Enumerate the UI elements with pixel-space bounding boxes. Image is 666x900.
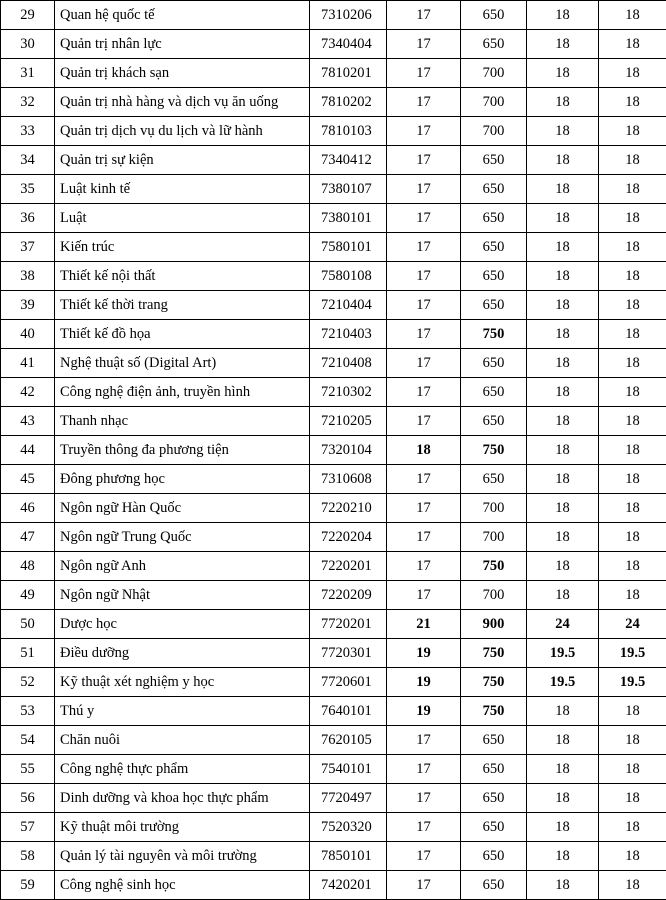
min-score-cell: 19 xyxy=(387,668,461,697)
row-number-cell: 50 xyxy=(1,610,55,639)
table-row xyxy=(1,465,666,494)
min-score-4-cell: 18 xyxy=(599,784,666,813)
min-score-4-cell: 18 xyxy=(599,117,666,146)
min-score-3-cell: 18 xyxy=(527,117,599,146)
min-score-4-cell: 18 xyxy=(599,88,666,117)
table-row xyxy=(1,320,666,349)
min-score-2-cell: 650 xyxy=(461,233,527,262)
major-code-cell: 7520320 xyxy=(310,813,387,842)
major-code-cell: 7620105 xyxy=(310,726,387,755)
min-score-2-cell: 650 xyxy=(461,291,527,320)
min-score-4-cell: 18 xyxy=(599,755,666,784)
min-score-cell: 17 xyxy=(387,88,461,117)
row-number-cell: 31 xyxy=(1,59,55,88)
min-score-2-cell: 700 xyxy=(461,88,527,117)
table-row xyxy=(1,117,666,146)
row-number-cell: 30 xyxy=(1,30,55,59)
min-score-4-cell: 18 xyxy=(599,175,666,204)
major-name-cell: Kỹ thuật xét nghiệm y học xyxy=(55,668,310,697)
min-score-cell: 19 xyxy=(387,697,461,726)
min-score-3-cell: 18 xyxy=(527,436,599,465)
major-name-cell: Quản trị khách sạn xyxy=(55,59,310,88)
min-score-cell: 17 xyxy=(387,813,461,842)
major-name-cell: Công nghệ sinh học xyxy=(55,871,310,900)
row-number-cell: 45 xyxy=(1,465,55,494)
min-score-cell: 17 xyxy=(387,291,461,320)
major-code-cell: 7720497 xyxy=(310,784,387,813)
major-code-cell: 7580101 xyxy=(310,233,387,262)
table-row xyxy=(1,291,666,320)
table-row xyxy=(1,436,666,465)
min-score-3-cell: 18 xyxy=(527,146,599,175)
table-row xyxy=(1,842,666,871)
table-row xyxy=(1,1,666,30)
major-name-cell: Thú y xyxy=(55,697,310,726)
min-score-4-cell: 18 xyxy=(599,523,666,552)
min-score-3-cell: 18 xyxy=(527,581,599,610)
min-score-cell: 17 xyxy=(387,30,461,59)
min-score-cell: 17 xyxy=(387,175,461,204)
table-row xyxy=(1,233,666,262)
min-score-3-cell: 18 xyxy=(527,378,599,407)
major-code-cell: 7210302 xyxy=(310,378,387,407)
min-score-2-cell: 650 xyxy=(461,146,527,175)
row-number-cell: 40 xyxy=(1,320,55,349)
min-score-2-cell: 750 xyxy=(461,552,527,581)
min-score-2-cell: 650 xyxy=(461,871,527,900)
min-score-4-cell: 24 xyxy=(599,610,666,639)
min-score-4-cell: 18 xyxy=(599,349,666,378)
min-score-4-cell: 18 xyxy=(599,262,666,291)
major-name-cell: Ngôn ngữ Nhật xyxy=(55,581,310,610)
major-code-cell: 7320104 xyxy=(310,436,387,465)
min-score-2-cell: 750 xyxy=(461,320,527,349)
table-row xyxy=(1,204,666,233)
table-row xyxy=(1,755,666,784)
min-score-cell: 17 xyxy=(387,146,461,175)
min-score-cell: 17 xyxy=(387,552,461,581)
min-score-4-cell: 19.5 xyxy=(599,668,666,697)
min-score-cell: 17 xyxy=(387,523,461,552)
min-score-4-cell: 18 xyxy=(599,871,666,900)
table-row xyxy=(1,262,666,291)
min-score-2-cell: 700 xyxy=(461,581,527,610)
min-score-2-cell: 650 xyxy=(461,175,527,204)
min-score-2-cell: 700 xyxy=(461,117,527,146)
major-code-cell: 7340412 xyxy=(310,146,387,175)
min-score-4-cell: 18 xyxy=(599,436,666,465)
min-score-cell: 21 xyxy=(387,610,461,639)
row-number-cell: 46 xyxy=(1,494,55,523)
min-score-3-cell: 19.5 xyxy=(527,639,599,668)
min-score-2-cell: 650 xyxy=(461,842,527,871)
min-score-3-cell: 18 xyxy=(527,523,599,552)
major-name-cell: Quan hệ quốc tế xyxy=(55,1,310,30)
min-score-2-cell: 650 xyxy=(461,784,527,813)
min-score-3-cell: 19.5 xyxy=(527,668,599,697)
min-score-3-cell: 18 xyxy=(527,697,599,726)
min-score-3-cell: 18 xyxy=(527,320,599,349)
table-row xyxy=(1,523,666,552)
min-score-3-cell: 18 xyxy=(527,465,599,494)
row-number-cell: 51 xyxy=(1,639,55,668)
min-score-2-cell: 650 xyxy=(461,755,527,784)
row-number-cell: 52 xyxy=(1,668,55,697)
min-score-cell: 17 xyxy=(387,842,461,871)
major-code-cell: 7540101 xyxy=(310,755,387,784)
min-score-cell: 17 xyxy=(387,871,461,900)
min-score-2-cell: 650 xyxy=(461,204,527,233)
min-score-2-cell: 650 xyxy=(461,378,527,407)
min-score-2-cell: 650 xyxy=(461,465,527,494)
table-row xyxy=(1,407,666,436)
min-score-3-cell: 18 xyxy=(527,842,599,871)
major-code-cell: 7340404 xyxy=(310,30,387,59)
min-score-4-cell: 18 xyxy=(599,146,666,175)
min-score-3-cell: 18 xyxy=(527,1,599,30)
min-score-3-cell: 24 xyxy=(527,610,599,639)
row-number-cell: 47 xyxy=(1,523,55,552)
min-score-3-cell: 18 xyxy=(527,813,599,842)
table-row xyxy=(1,552,666,581)
min-score-2-cell: 700 xyxy=(461,494,527,523)
min-score-3-cell: 18 xyxy=(527,233,599,262)
min-score-cell: 17 xyxy=(387,726,461,755)
table-row xyxy=(1,610,666,639)
min-score-4-cell: 18 xyxy=(599,813,666,842)
major-code-cell: 7310206 xyxy=(310,1,387,30)
major-name-cell: Nghệ thuật số (Digital Art) xyxy=(55,349,310,378)
major-code-cell: 7810201 xyxy=(310,59,387,88)
major-name-cell: Dinh dưỡng và khoa học thực phẩm xyxy=(55,784,310,813)
major-name-cell: Kỹ thuật môi trường xyxy=(55,813,310,842)
row-number-cell: 59 xyxy=(1,871,55,900)
min-score-3-cell: 18 xyxy=(527,30,599,59)
min-score-4-cell: 18 xyxy=(599,581,666,610)
major-code-cell: 7420201 xyxy=(310,871,387,900)
major-name-cell: Điều dưỡng xyxy=(55,639,310,668)
major-code-cell: 7210404 xyxy=(310,291,387,320)
major-code-cell: 7220210 xyxy=(310,494,387,523)
min-score-2-cell: 700 xyxy=(461,59,527,88)
major-name-cell: Quản lý tài nguyên và môi trường xyxy=(55,842,310,871)
min-score-cell: 17 xyxy=(387,204,461,233)
major-name-cell: Quản trị nhà hàng và dịch vụ ăn uống xyxy=(55,88,310,117)
major-name-cell: Ngôn ngữ Hàn Quốc xyxy=(55,494,310,523)
min-score-2-cell: 650 xyxy=(461,30,527,59)
table-row xyxy=(1,175,666,204)
table-row xyxy=(1,59,666,88)
major-code-cell: 7810202 xyxy=(310,88,387,117)
min-score-4-cell: 18 xyxy=(599,552,666,581)
min-score-2-cell: 650 xyxy=(461,726,527,755)
major-code-cell: 7810103 xyxy=(310,117,387,146)
min-score-3-cell: 18 xyxy=(527,349,599,378)
min-score-4-cell: 18 xyxy=(599,842,666,871)
row-number-cell: 44 xyxy=(1,436,55,465)
row-number-cell: 53 xyxy=(1,697,55,726)
table-body xyxy=(1,1,666,900)
min-score-cell: 17 xyxy=(387,755,461,784)
row-number-cell: 49 xyxy=(1,581,55,610)
min-score-cell: 19 xyxy=(387,639,461,668)
major-name-cell: Thiết kế nội thất xyxy=(55,262,310,291)
major-name-cell: Kiến trúc xyxy=(55,233,310,262)
min-score-2-cell: 650 xyxy=(461,262,527,291)
row-number-cell: 58 xyxy=(1,842,55,871)
row-number-cell: 41 xyxy=(1,349,55,378)
major-name-cell: Ngôn ngữ Anh xyxy=(55,552,310,581)
row-number-cell: 39 xyxy=(1,291,55,320)
min-score-4-cell: 18 xyxy=(599,291,666,320)
table-row xyxy=(1,639,666,668)
min-score-4-cell: 18 xyxy=(599,233,666,262)
major-code-cell: 7380107 xyxy=(310,175,387,204)
major-name-cell: Quản trị sự kiện xyxy=(55,146,310,175)
min-score-cell: 17 xyxy=(387,117,461,146)
min-score-2-cell: 650 xyxy=(461,1,527,30)
min-score-cell: 17 xyxy=(387,1,461,30)
min-score-4-cell: 18 xyxy=(599,59,666,88)
row-number-cell: 42 xyxy=(1,378,55,407)
major-code-cell: 7720201 xyxy=(310,610,387,639)
min-score-4-cell: 18 xyxy=(599,204,666,233)
min-score-4-cell: 18 xyxy=(599,697,666,726)
major-code-cell: 7380101 xyxy=(310,204,387,233)
major-name-cell: Dược học xyxy=(55,610,310,639)
min-score-4-cell: 18 xyxy=(599,407,666,436)
min-score-4-cell: 18 xyxy=(599,494,666,523)
row-number-cell: 34 xyxy=(1,146,55,175)
min-score-cell: 17 xyxy=(387,494,461,523)
row-number-cell: 37 xyxy=(1,233,55,262)
min-score-cell: 17 xyxy=(387,581,461,610)
min-score-4-cell: 18 xyxy=(599,465,666,494)
min-score-3-cell: 18 xyxy=(527,552,599,581)
min-score-3-cell: 18 xyxy=(527,175,599,204)
major-code-cell: 7720601 xyxy=(310,668,387,697)
major-name-cell: Luật xyxy=(55,204,310,233)
table-row xyxy=(1,668,666,697)
table-row xyxy=(1,30,666,59)
min-score-3-cell: 18 xyxy=(527,784,599,813)
min-score-3-cell: 18 xyxy=(527,871,599,900)
major-name-cell: Đông phương học xyxy=(55,465,310,494)
table-row xyxy=(1,349,666,378)
min-score-cell: 17 xyxy=(387,320,461,349)
row-number-cell: 38 xyxy=(1,262,55,291)
min-score-2-cell: 750 xyxy=(461,639,527,668)
major-code-cell: 7210205 xyxy=(310,407,387,436)
major-name-cell: Truyền thông đa phương tiện xyxy=(55,436,310,465)
min-score-cell: 17 xyxy=(387,465,461,494)
min-score-3-cell: 18 xyxy=(527,59,599,88)
min-score-4-cell: 18 xyxy=(599,726,666,755)
major-code-cell: 7580108 xyxy=(310,262,387,291)
table-row xyxy=(1,697,666,726)
row-number-cell: 43 xyxy=(1,407,55,436)
row-number-cell: 56 xyxy=(1,784,55,813)
row-number-cell: 57 xyxy=(1,813,55,842)
min-score-cell: 17 xyxy=(387,262,461,291)
row-number-cell: 32 xyxy=(1,88,55,117)
row-number-cell: 55 xyxy=(1,755,55,784)
min-score-cell: 17 xyxy=(387,59,461,88)
min-score-2-cell: 650 xyxy=(461,349,527,378)
row-number-cell: 54 xyxy=(1,726,55,755)
table-row xyxy=(1,146,666,175)
min-score-2-cell: 750 xyxy=(461,697,527,726)
major-name-cell: Thiết kế thời trang xyxy=(55,291,310,320)
major-name-cell: Thiết kế đồ họa xyxy=(55,320,310,349)
min-score-3-cell: 18 xyxy=(527,494,599,523)
min-score-4-cell: 18 xyxy=(599,1,666,30)
min-score-3-cell: 18 xyxy=(527,204,599,233)
min-score-cell: 17 xyxy=(387,784,461,813)
table-row xyxy=(1,871,666,900)
major-name-cell: Quản trị nhân lực xyxy=(55,30,310,59)
table-row xyxy=(1,494,666,523)
major-code-cell: 7850101 xyxy=(310,842,387,871)
min-score-2-cell: 750 xyxy=(461,436,527,465)
min-score-3-cell: 18 xyxy=(527,291,599,320)
major-code-cell: 7210403 xyxy=(310,320,387,349)
min-score-2-cell: 900 xyxy=(461,610,527,639)
table-row xyxy=(1,378,666,407)
major-code-cell: 7220201 xyxy=(310,552,387,581)
major-name-cell: Công nghệ thực phẩm xyxy=(55,755,310,784)
min-score-2-cell: 650 xyxy=(461,813,527,842)
table-row xyxy=(1,581,666,610)
major-code-cell: 7310608 xyxy=(310,465,387,494)
major-name-cell: Ngôn ngữ Trung Quốc xyxy=(55,523,310,552)
min-score-3-cell: 18 xyxy=(527,755,599,784)
min-score-4-cell: 19.5 xyxy=(599,639,666,668)
min-score-cell: 17 xyxy=(387,233,461,262)
table-row xyxy=(1,88,666,117)
major-code-cell: 7220204 xyxy=(310,523,387,552)
major-code-cell: 7720301 xyxy=(310,639,387,668)
row-number-cell: 29 xyxy=(1,1,55,30)
min-score-cell: 18 xyxy=(387,436,461,465)
min-score-3-cell: 18 xyxy=(527,262,599,291)
major-name-cell: Thanh nhạc xyxy=(55,407,310,436)
min-score-cell: 17 xyxy=(387,349,461,378)
min-score-3-cell: 18 xyxy=(527,407,599,436)
major-name-cell: Quản trị dịch vụ du lịch và lữ hành xyxy=(55,117,310,146)
row-number-cell: 48 xyxy=(1,552,55,581)
major-name-cell: Luật kinh tế xyxy=(55,175,310,204)
major-name-cell: Chăn nuôi xyxy=(55,726,310,755)
min-score-4-cell: 18 xyxy=(599,378,666,407)
min-score-4-cell: 18 xyxy=(599,320,666,349)
min-score-cell: 17 xyxy=(387,407,461,436)
row-number-cell: 33 xyxy=(1,117,55,146)
table-row xyxy=(1,726,666,755)
major-name-cell: Công nghệ điện ảnh, truyền hình xyxy=(55,378,310,407)
min-score-cell: 17 xyxy=(387,378,461,407)
row-number-cell: 35 xyxy=(1,175,55,204)
table-row xyxy=(1,784,666,813)
min-score-2-cell: 700 xyxy=(461,523,527,552)
table-row xyxy=(1,813,666,842)
major-code-cell: 7640101 xyxy=(310,697,387,726)
row-number-cell: 36 xyxy=(1,204,55,233)
min-score-4-cell: 18 xyxy=(599,30,666,59)
min-score-3-cell: 18 xyxy=(527,726,599,755)
major-code-cell: 7220209 xyxy=(310,581,387,610)
min-score-3-cell: 18 xyxy=(527,88,599,117)
min-score-2-cell: 750 xyxy=(461,668,527,697)
min-score-2-cell: 650 xyxy=(461,407,527,436)
major-code-cell: 7210408 xyxy=(310,349,387,378)
